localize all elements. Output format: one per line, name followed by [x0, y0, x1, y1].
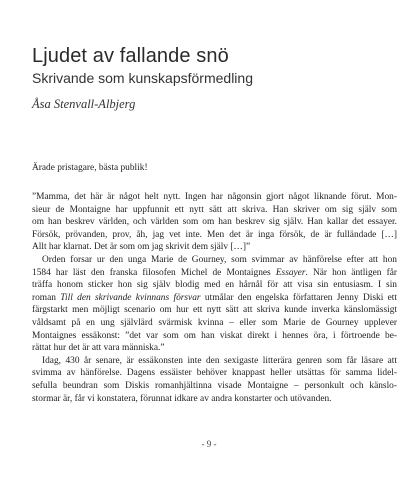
text-line: Allt har klarnat. Det är som om jag skrivit dem själv […]”	[32, 242, 251, 253]
text-line: Idag, 430 år senare, är essäkonsten inte den sexigaste litterära genren som får läsare att	[42, 355, 397, 366]
text-run: 1584 har läst den franska filosofen Michel de Montaignes	[32, 267, 276, 278]
page-number: - 9 -	[201, 439, 217, 449]
text-run: roman	[32, 292, 61, 303]
document-subtitle: Skrivande som kunskapsförmedling	[32, 70, 253, 86]
text-line	[32, 267, 397, 280]
text-line: Montaignes essäkonst: ”det var som om han viskat direkt i hennes öra, i förtroende be-	[32, 330, 397, 341]
text-run: . När hon äntligen får	[305, 267, 397, 278]
text-line: Försök, prövanden, prov, åh, jag vet inte. Men det är inga försök, de är fulländade […]	[32, 229, 397, 240]
text-line: träffa honom sticker hon sig själv blodig med en hårnål för att visa sin entusiasm. I sin	[32, 280, 397, 291]
text-line: rättat hur det är att vara människa.”	[32, 343, 165, 354]
author-name: Åsa Stenvall-Albjerg	[32, 97, 136, 111]
book-title-essayer: Essayer	[275, 267, 306, 278]
text-line: sefulla beundran som Diskis romanhjältinna visade Montaigne – personkult och känslo-	[32, 380, 397, 391]
text-line: Orden forsar ur den unga Marie de Gourney, som svimmar av hänförelse efter att hon	[42, 254, 397, 265]
text-run: utmålar den engelska författaren Jenny Diski ett	[200, 292, 398, 303]
greeting: Ärade pristagare, bästa publik!	[32, 163, 148, 173]
text-line: ”Mamma, det här är något helt nytt. Ingen har någonsin gjort något liknande förut. Mon-	[32, 192, 397, 202]
text-line: om han beskrev världen, och världen som om han beskrev sig själv. Han kallar det essayer.	[32, 217, 397, 228]
document-title: Ljudet av fallande snö	[32, 45, 229, 67]
text-line	[32, 292, 397, 305]
text-line: färgstarkt men möjligt scenario om hur ett nytt sätt att skriva kunde inverka känslomässigt	[32, 305, 397, 316]
text-line: våldsamt på en ung självlärd svärmisk kvinna – eller som Marie de Gourney upplever	[32, 317, 397, 328]
text-line: stormar är, får vi konstatera, förunnat idkare av andra konstarter och utövanden.	[32, 393, 332, 404]
book-title-diski: Till den skrivande kvinnans försvar	[60, 292, 201, 303]
text-line: sieur de Montaigne har uppfunnit ett nytt sätt att skriva. Han skriver om sig själv som	[32, 204, 397, 215]
text-line: svimma av hänförelse. Dagens essäister behöver knappast heller utsättas för samma lidel-	[32, 368, 397, 379]
body-text	[32, 191, 397, 405]
